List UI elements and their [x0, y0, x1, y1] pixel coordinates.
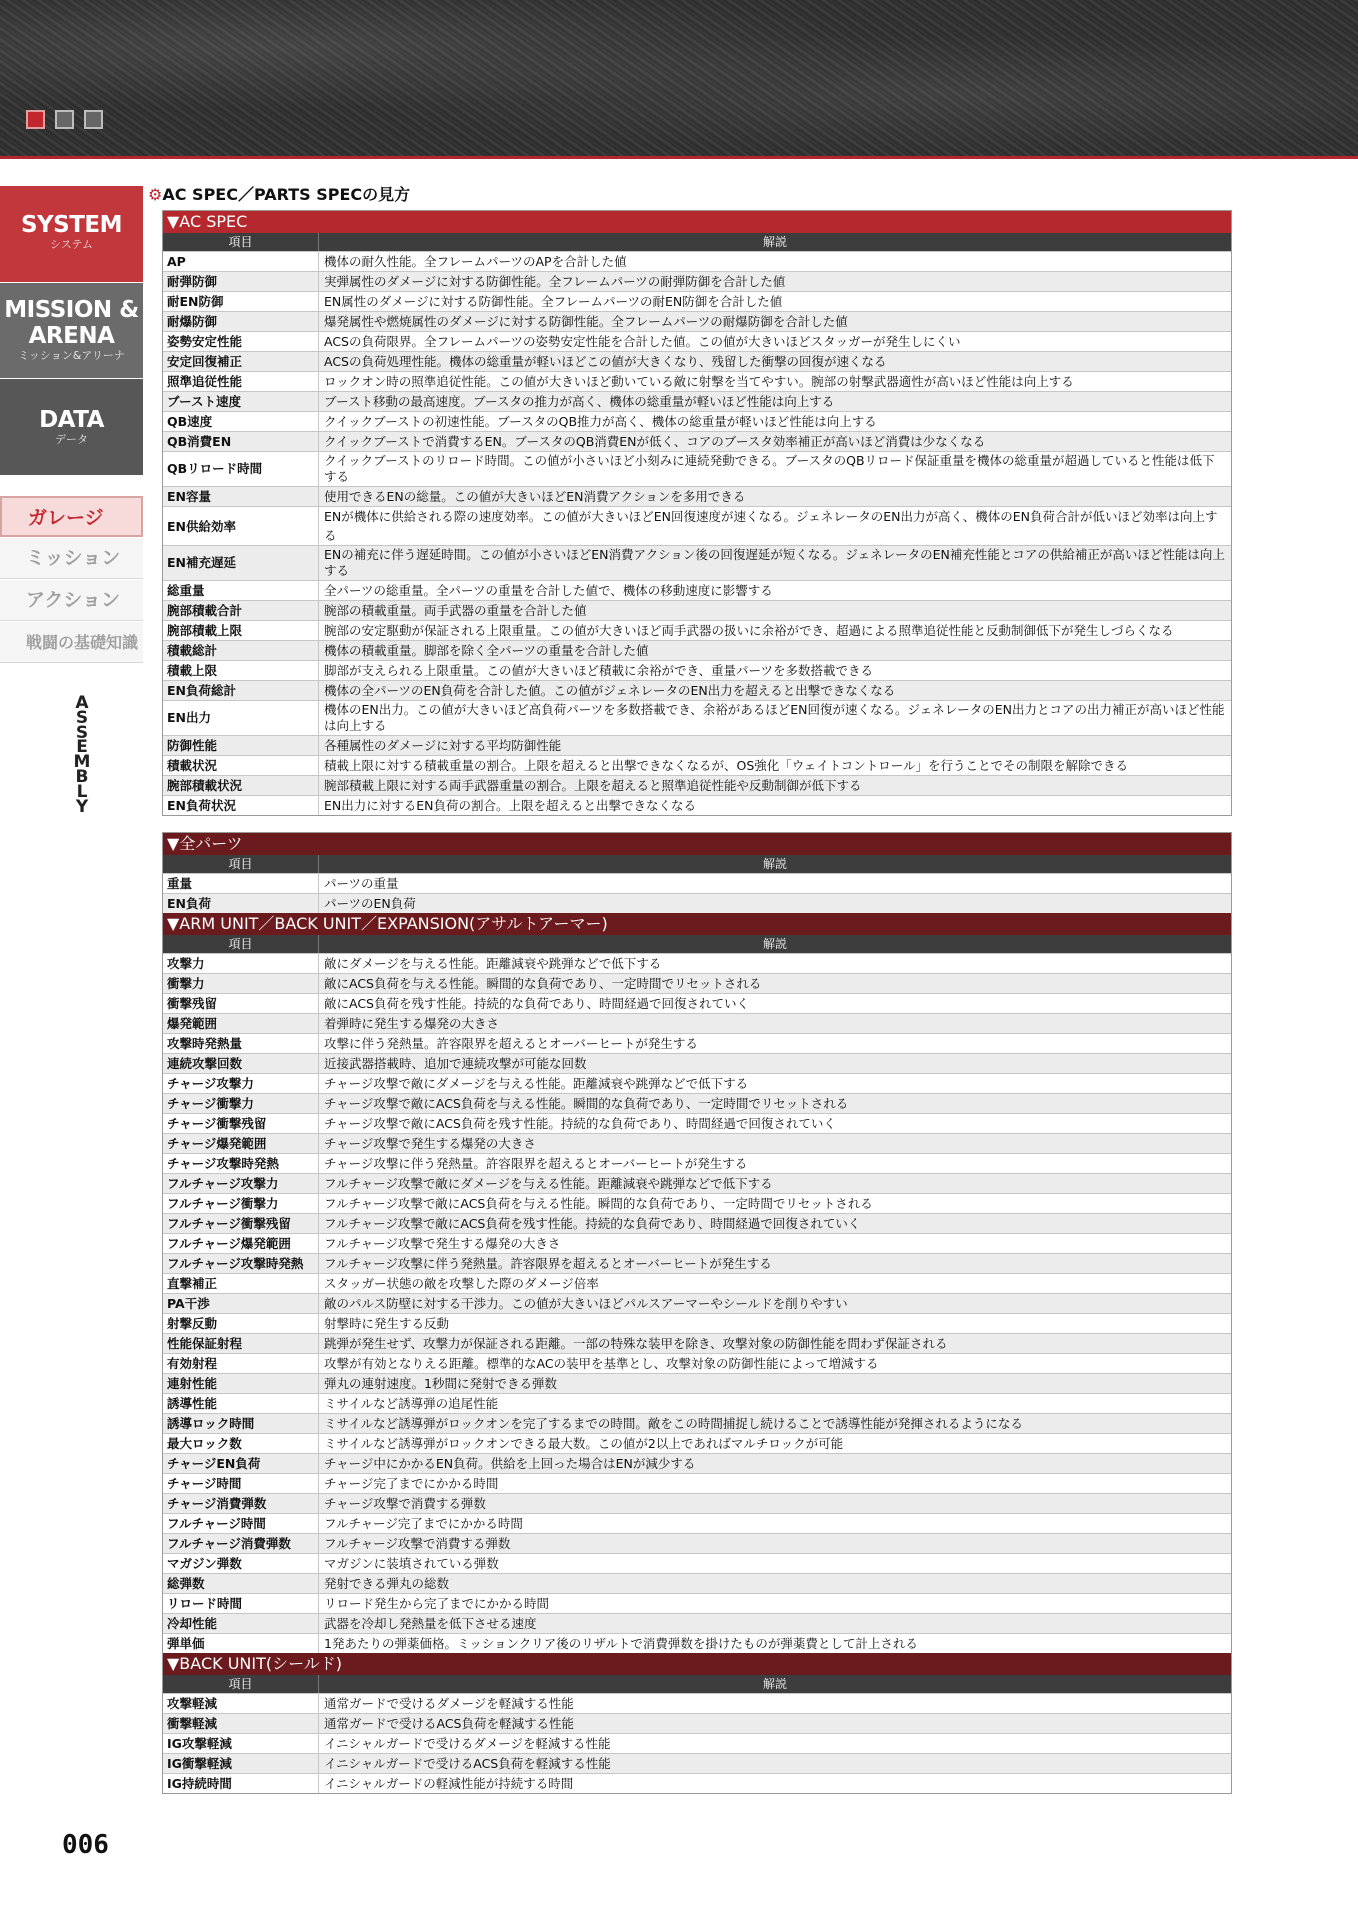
row-item-name: EN供給効率 — [163, 507, 319, 545]
table-row — [163, 1313, 1231, 1333]
vertical-section-label — [72, 693, 92, 817]
row-item-name: フルチャージ消費弾数 — [163, 1534, 319, 1553]
row-item-name: 姿勢安定性能 — [163, 332, 319, 351]
row-description: チャージ中にかかるEN負荷。供給を上回った場合はENが減少する — [324, 1456, 696, 1471]
row-description: 腕部の安定駆動が保証される上限重量。この値が大きいほど両手武器の扱いに余裕ができ、超過による照準追従性能と反動制御低下が発生しづらくなる — [324, 623, 1174, 638]
table-row — [163, 1773, 1231, 1793]
table-row — [163, 1053, 1231, 1073]
row-description: 射撃時に発生する反動 — [324, 1316, 450, 1331]
row-description: 攻撃が有効となりえる距離。標準的なACの装甲を基準とし、攻撃対象の防御性能によって増減する — [324, 1356, 879, 1371]
nav-mission-title-line2: ARENA — [28, 323, 115, 349]
row-item-name: 照準追従性能 — [163, 372, 319, 391]
column-header-item: 項目 — [228, 937, 253, 951]
row-item-name: フルチャージ衝撃残留 — [163, 1214, 319, 1233]
row-item-name: フルチャージ攻撃力 — [163, 1174, 319, 1193]
column-header-description: 解説 — [318, 1675, 1231, 1693]
row-item-name: 積載総計 — [163, 641, 319, 660]
table-row — [163, 1333, 1231, 1353]
table-column-header — [163, 855, 1231, 873]
row-description: ENが機体に供給される際の速度効率。この値が大きいほどEN回復速度が速くなる。ジェネレータのEN出力が高く、機体のEN負荷合計が低いほど効率は向上する — [324, 509, 1218, 543]
row-description: パーツのEN負荷 — [324, 896, 416, 911]
table-row — [163, 1193, 1231, 1213]
row-item-name: 弾単価 — [163, 1634, 319, 1653]
row-description: イニシャルガードで受けるACS負荷を軽減する性能 — [324, 1756, 611, 1771]
row-item-name: 誘導性能 — [163, 1394, 319, 1413]
table-row — [163, 795, 1231, 815]
row-item-name: 攻撃時発熱量 — [163, 1034, 319, 1053]
row-description: 積載上限に対する積載重量の割合。上限を超えると出撃できなくなるが、OS強化「ウェイトコントロール」を行うことでその制限を解除できる — [324, 758, 1129, 773]
row-item-name: EN負荷状況 — [163, 796, 319, 815]
row-description: 全パーツの総重量。全パーツの重量を合計した値で、機体の移動速度に影響する — [324, 583, 773, 598]
table-row — [163, 1693, 1231, 1713]
row-item-name: PA干渉 — [163, 1294, 319, 1313]
row-description: 爆発属性や燃焼属性のダメージに対する防御性能。全フレームパーツの耐爆防御を合計した値 — [324, 314, 848, 329]
table-row — [163, 973, 1231, 993]
table-row — [163, 451, 1231, 486]
row-item-name: フルチャージ爆発範囲 — [163, 1234, 319, 1253]
gear-icon: ⚙ — [148, 185, 163, 204]
column-header-description: 解説 — [318, 233, 1231, 251]
table-row — [163, 893, 1231, 913]
row-item-name: フルチャージ攻撃時発熱 — [163, 1254, 319, 1273]
row-description: フルチャージ完了までにかかる時間 — [324, 1516, 523, 1531]
row-description: クイックブーストで消費するEN。ブースタのQB消費ENが低く、コアのブースタ効率補正が高いほど消費は少なくなる — [324, 434, 986, 449]
row-item-name: 衝撃軽減 — [163, 1714, 319, 1733]
row-item-name: 腕部積載上限 — [163, 621, 319, 640]
row-description: フルチャージ攻撃で発生する爆発の大きさ — [324, 1236, 561, 1251]
row-item-name: 連続攻撃回数 — [163, 1054, 319, 1073]
table-row — [163, 1173, 1231, 1193]
row-description: ACSの負荷処理性能。機体の総重量が軽いほどこの値が大きくなり、残留した衝撃の回復が速くなる — [324, 354, 887, 369]
row-item-name: チャージ時間 — [163, 1474, 319, 1493]
row-item-name: 衝撃残留 — [163, 994, 319, 1013]
table-row — [163, 271, 1231, 291]
row-item-name: 積載状況 — [163, 756, 319, 775]
table-title: ▼ARM UNIT／BACK UNIT／EXPANSION(アサルトアーマー) — [163, 913, 1231, 935]
row-description: 腕部積載上限に対する両手武器重量の割合。上限を超えると照準追従性能や反動制御が低下する — [324, 778, 862, 793]
row-item-name: リロード時間 — [163, 1594, 319, 1613]
row-item-name: 爆発範囲 — [163, 1014, 319, 1033]
row-description: パーツの重量 — [324, 876, 399, 891]
row-description: 攻撃に伴う発熱量。許容限界を超えるとオーバーヒートが発生する — [324, 1036, 698, 1051]
row-description: チャージ攻撃で敵にACS負荷を残す性能。持続的な負荷であり、時間経過で回復されていく — [324, 1116, 836, 1131]
row-item-name: チャージ爆発範囲 — [163, 1134, 319, 1153]
table-row — [163, 506, 1231, 545]
row-item-name: 射撃反動 — [163, 1314, 319, 1333]
row-item-name: 安定回復補正 — [163, 352, 319, 371]
page-indicator-active — [26, 110, 45, 129]
row-description: フルチャージ攻撃で敵にACS負荷を与える性能。瞬間的な負荷であり、一定時間でリセットされる — [324, 1196, 873, 1211]
row-item-name: ブースト速度 — [163, 392, 319, 411]
row-item-name: 耐弾防御 — [163, 272, 319, 291]
row-item-name: EN容量 — [163, 487, 319, 506]
subnav-combat-basics[interactable]: 戦闘の基礎知識 — [0, 622, 143, 663]
table-row — [163, 620, 1231, 640]
row-description: チャージ攻撃で発生する爆発の大きさ — [324, 1136, 536, 1151]
row-item-name: EN出力 — [163, 701, 319, 735]
row-item-name: 総重量 — [163, 581, 319, 600]
table-row — [163, 1133, 1231, 1153]
row-item-name: EN負荷総計 — [163, 681, 319, 700]
section-title — [148, 182, 410, 205]
row-description: 通常ガードで受けるダメージを軽減する性能 — [324, 1696, 574, 1711]
table-row — [163, 1233, 1231, 1253]
row-description: マガジンに装填されている弾数 — [324, 1556, 499, 1571]
table-column-header — [163, 233, 1231, 251]
row-description: 実弾属性のダメージに対する防御性能。全フレームパーツの耐弾防御を合計した値 — [324, 274, 786, 289]
row-item-name: 有効射程 — [163, 1354, 319, 1373]
table-row — [163, 1273, 1231, 1293]
table-row — [163, 431, 1231, 451]
table-row — [163, 1393, 1231, 1413]
row-item-name: 最大ロック数 — [163, 1434, 319, 1453]
table-row — [163, 1413, 1231, 1433]
row-description: 機体のEN出力。この値が大きいほど高負荷パーツを多数搭載でき、余裕があるほどEN回復が速くなる。ジェネレータのEN出力とコアの出力補正が高いほど性能は向上する — [324, 702, 1225, 733]
table-row — [163, 1373, 1231, 1393]
table-row — [163, 1213, 1231, 1233]
row-item-name: 耐爆防御 — [163, 312, 319, 331]
page-number: 006 — [62, 1830, 109, 1860]
table-row — [163, 1153, 1231, 1173]
row-item-name: フルチャージ時間 — [163, 1514, 319, 1533]
row-description: 通常ガードで受けるACS負荷を軽減する性能 — [324, 1716, 574, 1731]
vertical-label-letter: L — [76, 781, 88, 802]
table-row — [163, 1433, 1231, 1453]
vertical-label-letter: S — [75, 707, 89, 728]
row-description: 敵のパルス防壁に対する干渉力。この値が大きいほどパルスアーマーやシールドを削りやすい — [324, 1296, 848, 1311]
table-row — [163, 1113, 1231, 1133]
table-row — [163, 351, 1231, 371]
table-row — [163, 1733, 1231, 1753]
row-description: イニシャルガードの軽減性能が持続する時間 — [324, 1776, 574, 1791]
table-row — [163, 1293, 1231, 1313]
table-row — [163, 1493, 1231, 1513]
table-row — [163, 700, 1231, 735]
table-body — [163, 953, 1231, 1653]
row-description: 使用できるENの総量。この値が大きいほどEN消費アクションを多用できる — [324, 489, 746, 504]
table-row — [163, 371, 1231, 391]
row-item-name: EN負荷 — [163, 894, 319, 913]
table-title: ▼全パーツ — [163, 833, 1231, 855]
table-row — [163, 993, 1231, 1013]
row-description: クイックブーストの初速性能。ブースタのQB推力が高く、機体の総重量が軽いほど性能は向上する — [324, 414, 877, 429]
row-item-name: 防御性能 — [163, 736, 319, 755]
row-item-name: 攻撃力 — [163, 954, 319, 973]
table-body — [163, 873, 1231, 913]
table-row — [163, 1253, 1231, 1273]
row-item-name: チャージ消費弾数 — [163, 1494, 319, 1513]
table-row — [163, 1073, 1231, 1093]
table-row — [163, 545, 1231, 580]
row-item-name: 衝撃力 — [163, 974, 319, 993]
table-row — [163, 1573, 1231, 1593]
row-description: ENの補充に伴う遅延時間。この値が小さいほどEN消費アクション後の回復遅延が短くなる。ジェネレータのEN補充性能とコアの供給補正が高いほど性能は向上する — [324, 547, 1225, 578]
row-item-name: QBリロード時間 — [163, 452, 319, 486]
column-header-item: 項目 — [228, 1677, 253, 1691]
column-header-description: 解説 — [318, 935, 1231, 953]
page-indicator — [84, 110, 103, 129]
row-item-name: IG衝撃軽減 — [163, 1754, 319, 1773]
table-row — [163, 953, 1231, 973]
row-description: 脚部が支えられる上限重量。この値が大きいほど積載に余裕ができ、重量パーツを多数搭載できる — [324, 663, 874, 678]
table-row — [163, 411, 1231, 431]
vertical-label-letter: E — [76, 737, 88, 758]
row-item-name: EN補充遅延 — [163, 546, 319, 580]
table-row — [163, 1533, 1231, 1553]
ac-spec-table — [162, 210, 1232, 816]
row-description: フルチャージ攻撃に伴う発熱量。許容限界を超えるとオーバーヒートが発生する — [324, 1256, 772, 1271]
table-row — [163, 1713, 1231, 1733]
table-row — [163, 1613, 1231, 1633]
page-indicator — [55, 110, 74, 129]
subnav-garage[interactable]: ガレージ — [0, 496, 143, 537]
row-description: チャージ攻撃で敵にACS負荷を与える性能。瞬間的な負荷であり、一定時間でリセットされる — [324, 1096, 849, 1111]
subnav-action[interactable]: アクション — [0, 580, 143, 621]
row-item-name: 冷却性能 — [163, 1614, 319, 1633]
table-column-header — [163, 1675, 1231, 1693]
row-item-name: 耐EN防御 — [163, 292, 319, 311]
row-description: チャージ攻撃に伴う発熱量。許容限界を超えるとオーバーヒートが発生する — [324, 1156, 748, 1171]
nav-mission-arena[interactable] — [0, 283, 143, 378]
row-description: クイックブーストのリロード時間。この値が小さいほど小刻みに連続発動できる。ブースタのQBリロード保証重量を機体の総重量が超過していると性能は低下する — [324, 453, 1215, 484]
row-description: 機体の積載重量。脚部を除く全パーツの重量を合計した値 — [324, 643, 649, 658]
nav-data-title: DATA — [39, 407, 104, 433]
column-header-item: 項目 — [228, 857, 253, 871]
row-description: 腕部の積載重量。両手武器の重量を合計した値 — [324, 603, 587, 618]
table-row — [163, 1453, 1231, 1473]
row-description: イニシャルガードで受けるダメージを軽減する性能 — [324, 1736, 611, 1751]
table-row — [163, 1513, 1231, 1533]
column-header-item: 項目 — [228, 235, 253, 249]
nav-mission-title-line1: MISSION & — [4, 297, 139, 323]
row-item-name: チャージEN負荷 — [163, 1454, 319, 1473]
vertical-label-letter: S — [75, 722, 89, 743]
table-row — [163, 1753, 1231, 1773]
table-row — [163, 251, 1231, 271]
header-divider — [0, 156, 1358, 159]
table-row — [163, 1553, 1231, 1573]
row-description: ロックオン時の照準追従性能。この値が大きいほど動いている敵に射撃を当てやすい。腕部の射撃武器適性が高いほど性能は向上する — [324, 374, 1074, 389]
table-row — [163, 735, 1231, 755]
row-description: リロード発生から完了までにかかる時間 — [324, 1596, 550, 1611]
row-description: 着弾時に発生する爆発の大きさ — [324, 1016, 500, 1031]
row-item-name: QB速度 — [163, 412, 319, 431]
row-item-name: チャージ攻撃時発熱 — [163, 1154, 319, 1173]
row-item-name: 攻撃軽減 — [163, 1694, 319, 1713]
vertical-label-letter: B — [75, 766, 89, 787]
row-item-name: 連射性能 — [163, 1374, 319, 1393]
row-description: 各種属性のダメージに対する平均防御性能 — [324, 738, 562, 753]
row-description: フルチャージ攻撃で消費する弾数 — [324, 1536, 511, 1551]
row-description: ミサイルなど誘導弾がロックオンを完了するまでの時間。敵をこの時間捕捉し続けることで誘導性能が発揮されるようになる — [324, 1416, 1023, 1431]
table-row — [163, 486, 1231, 506]
row-description: EN出力に対するEN負荷の割合。上限を超えると出撃できなくなる — [324, 798, 696, 813]
table-title: ▼BACK UNIT(シールド) — [163, 1653, 1231, 1675]
table-row — [163, 1013, 1231, 1033]
all-parts-table — [162, 832, 1232, 1794]
nav-system[interactable] — [0, 186, 143, 282]
table-title: ▼AC SPEC — [163, 211, 1231, 233]
table-row — [163, 600, 1231, 620]
row-item-name: フルチャージ衝撃力 — [163, 1194, 319, 1213]
row-item-name: IG持続時間 — [163, 1774, 319, 1793]
table-row — [163, 1633, 1231, 1653]
row-description: チャージ攻撃で消費する弾数 — [324, 1496, 486, 1511]
header-banner — [0, 0, 1358, 156]
vertical-label-letter: A — [75, 693, 89, 713]
column-header-description: 解説 — [318, 855, 1231, 873]
row-description: フルチャージ攻撃で敵にダメージを与える性能。距離減衰や跳弾などで低下する — [324, 1176, 773, 1191]
row-item-name: チャージ衝撃残留 — [163, 1114, 319, 1133]
row-item-name: マガジン弾数 — [163, 1554, 319, 1573]
vertical-label-letter: M — [73, 752, 91, 773]
row-description: 敵にACS負荷を残す性能。持続的な負荷であり、時間経過で回復されていく — [324, 996, 749, 1011]
row-description: 武器を冷却し発熱量を低下させる速度 — [324, 1616, 537, 1631]
table-column-header — [163, 935, 1231, 953]
table-row — [163, 291, 1231, 311]
row-description: フルチャージ攻撃で敵にACS負荷を残す性能。持続的な負荷であり、時間経過で回復されていく — [324, 1216, 861, 1231]
table-row — [163, 1093, 1231, 1113]
row-description: ブースト移動の最高速度。ブースタの推力が高く、機体の総重量が軽いほど性能は向上する — [324, 394, 835, 409]
section-title-text: AC SPEC／PARTS SPECの見方 — [162, 185, 411, 204]
row-description: ミサイルなど誘導弾がロックオンできる最大数。この値が2以上であればマルチロックが可能 — [324, 1436, 844, 1451]
table-body — [163, 251, 1231, 815]
row-description: 弾丸の連射速度。1秒間に発射できる弾数 — [324, 1376, 557, 1391]
table-row — [163, 331, 1231, 351]
row-description: 跳弾が発生せず、攻撃力が保証される距離。一部の特殊な装甲を除き、攻撃対象の防御性能を問わず保証される — [324, 1336, 948, 1351]
nav-data-subtitle: データ — [55, 433, 88, 446]
row-description: ミサイルなど誘導弾の追尾性能 — [324, 1396, 499, 1411]
row-item-name: QB消費EN — [163, 432, 319, 451]
row-item-name: 総弾数 — [163, 1574, 319, 1593]
row-description: チャージ完了までにかかる時間 — [324, 1476, 499, 1491]
row-description: 敵にダメージを与える性能。距離減衰や跳弾などで低下する — [324, 956, 662, 971]
table-row — [163, 1593, 1231, 1613]
row-description: 機体の耐久性能。全フレームパーツのAPを合計した値 — [324, 254, 627, 269]
row-description: スタッガー状態の敵を攻撃した際のダメージ倍率 — [324, 1276, 599, 1291]
nav-system-title: SYSTEM — [20, 212, 123, 238]
table-row — [163, 1473, 1231, 1493]
table-body — [163, 1693, 1231, 1793]
row-description: 敵にACS負荷を与える性能。瞬間的な負荷であり、一定時間でリセットされる — [324, 976, 762, 991]
table-row — [163, 580, 1231, 600]
row-item-name: 重量 — [163, 874, 319, 893]
table-row — [163, 680, 1231, 700]
row-item-name: IG攻撃軽減 — [163, 1734, 319, 1753]
row-item-name: 積載上限 — [163, 661, 319, 680]
table-row — [163, 775, 1231, 795]
table-row — [163, 640, 1231, 660]
row-item-name: 誘導ロック時間 — [163, 1414, 319, 1433]
row-description: 近接武器搭載時、追加で連続攻撃が可能な回数 — [324, 1056, 587, 1071]
subnav-mission[interactable]: ミッション — [0, 538, 143, 579]
table-row — [163, 391, 1231, 411]
nav-mission-subtitle: ミッション&アリーナ — [18, 349, 125, 362]
row-item-name: チャージ衝撃力 — [163, 1094, 319, 1113]
row-item-name: AP — [163, 252, 319, 271]
table-row — [163, 755, 1231, 775]
row-description: EN属性のダメージに対する防御性能。全フレームパーツの耐EN防御を合計した値 — [324, 294, 783, 309]
row-item-name: 腕部積載合計 — [163, 601, 319, 620]
vertical-label-letter: Y — [75, 796, 89, 817]
row-item-name: 腕部積載状況 — [163, 776, 319, 795]
nav-data[interactable] — [0, 379, 143, 475]
row-description: 機体の全パーツのEN負荷を合計した値。この値がジェネレータのEN出力を超えると出撃できなくなる — [324, 683, 896, 698]
table-row — [163, 660, 1231, 680]
row-description: 発射できる弾丸の総数 — [324, 1576, 450, 1591]
row-description: 1発あたりの弾薬価格。ミッションクリア後のリザルトで消費弾数を掛けたものが弾薬費として計上される — [324, 1636, 918, 1651]
row-item-name: 性能保証射程 — [163, 1334, 319, 1353]
row-description: ACSの負荷限界。全フレームパーツの姿勢安定性能を合計した値。この値が大きいほどスタッガーが発生しにくい — [324, 334, 961, 349]
table-row — [163, 1353, 1231, 1373]
nav-system-subtitle: システム — [50, 238, 93, 251]
row-description: チャージ攻撃で敵にダメージを与える性能。距離減衰や跳弾などで低下する — [324, 1076, 749, 1091]
row-item-name: チャージ攻撃力 — [163, 1074, 319, 1093]
row-item-name: 直撃補正 — [163, 1274, 319, 1293]
table-row — [163, 1033, 1231, 1053]
table-row — [163, 873, 1231, 893]
table-row — [163, 311, 1231, 331]
